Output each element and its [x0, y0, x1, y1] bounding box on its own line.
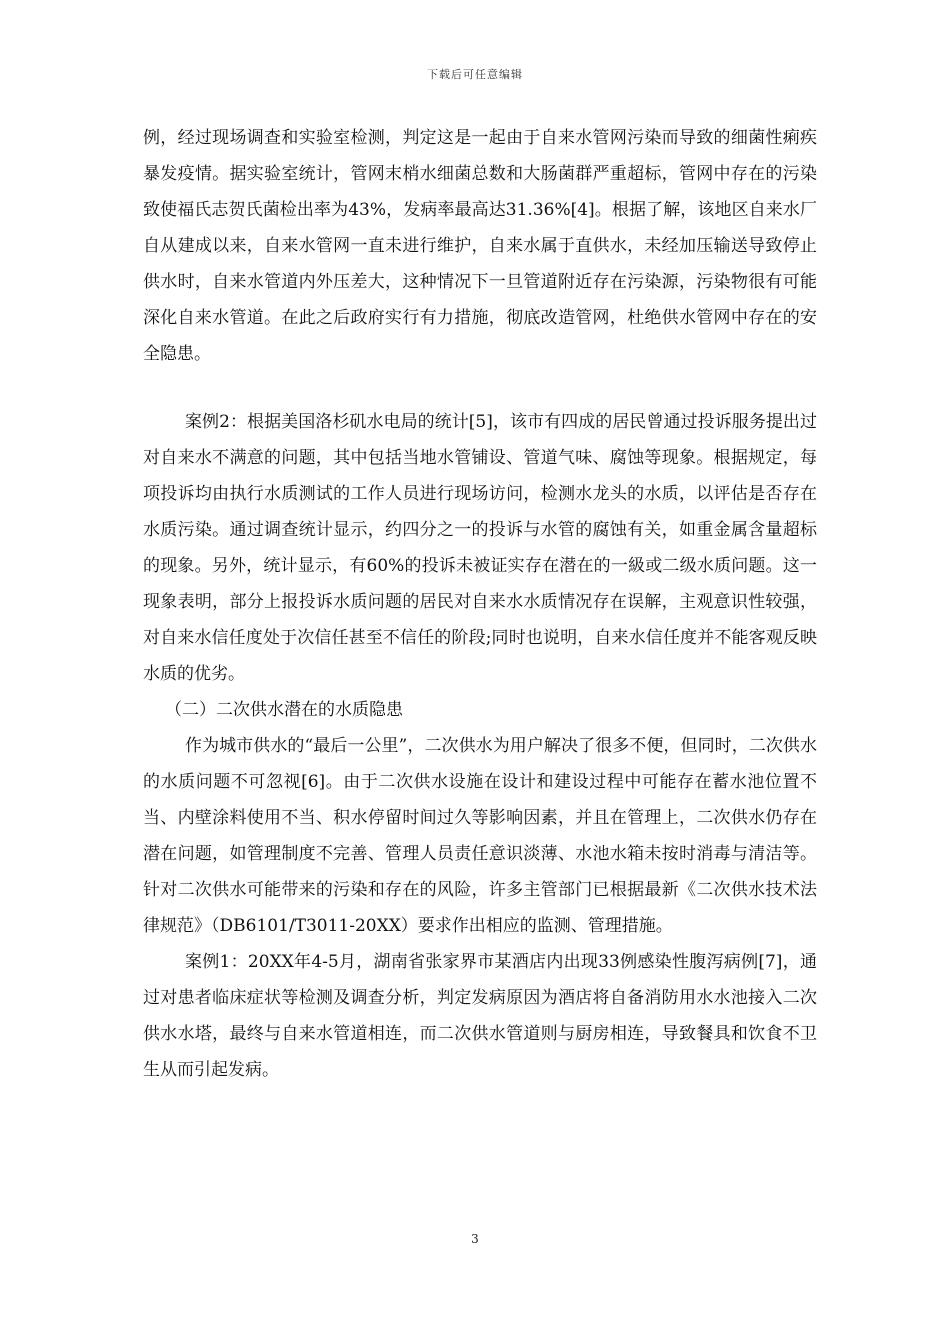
paragraph-case-continuation: 例，经过现场调查和实验室检测，判定这是一起由于自来水管网污染而导致的细菌性痢疾暴发疫情。据实验室统计，管网末梢水细菌总数和大肠菌群严重超标，管网中存在的污染致使福氏志贺氏菌检出率为43%，发病率最高达31.36%[4]。根据了解，该地区自来水厂自从建成以来，自来水管网一直未进行维护，自来水属于直供水，未经加压输送导致停止供水时，自来水管道内外压差大，这种情况下一旦管道附近存在污染源，污染物很有可能深化自来水管道。在此之后政府实行有力措施，彻底改造管网，杜绝供水管网中存在的安全隐患。 [143, 128, 817, 364]
paragraph-case-2: 案例2：根据美国洛杉矶水电局的统计[5]，该市有四成的居民曾通过投诉服务提出过对自来水不满意的问题，其中包括当地水管铺设、管道气味、腐蚀等现象。根据规定，每项投诉均由执行水质测试的工作人员进行现场访问，检测水龙头的水质，以评估是否存在水质污染。通过调查统计显示，约四分之一的投诉与水管的腐蚀有关，如重金属含量超标的现象。另外，统计显示，有60%的投诉未被证实存在潜在的一級或二级水质问题。这一现象表明，部分上报投诉水质问题的居民对自来水水质情况存在误解，主观意识性较强，对自来水信任度处于次信任甚至不信任的阶段;同时也说明，自来水信任度并不能客观反映水质的优劣。 [143, 412, 817, 684]
section-heading: （二）二次供水潜在的水质隐患 [165, 700, 403, 720]
paragraph-spacer [143, 372, 817, 404]
document-body [143, 120, 817, 1088]
page-header: 下载后可任意编辑 [427, 68, 523, 81]
page-number: 3 [471, 1232, 479, 1246]
paragraph-secondary-water-supply: 作为城市供水的“最后一公里”，二次供水为用户解决了很多不便，但同时，二次供水的水质问题不可忽视[6]。由于二次供水设施在设计和建设过程中可能存在蓄水池位置不当、内壁涂料使用不当、积水停留时间过久等影响因素，并且在管理上，二次供水仍存在潜在问题，如管理制度不完善、管理人员责任意识淡薄、水池水箱未按时消毒与清洁等。针对二次供水可能带来的污染和存在的风险，许多主管部门已根据最新《二次供水技术法律规范》（DB6101/T3011-20XX）要求作出相应的监测、管理措施。 [143, 736, 817, 936]
paragraph-case-1: 案例1：20XX年4-5月，湖南省张家界市某酒店内出现33例感染性腹泻病例[7]，通过对患者临床症状等检测及调查分析，判定发病原因为酒店将自备消防用水水池接入二次供水水塔，最终与自来水管道相连，而二次供水管道则与厨房相连，导致餐具和饮食不卫生从而引起发病。 [143, 952, 817, 1080]
